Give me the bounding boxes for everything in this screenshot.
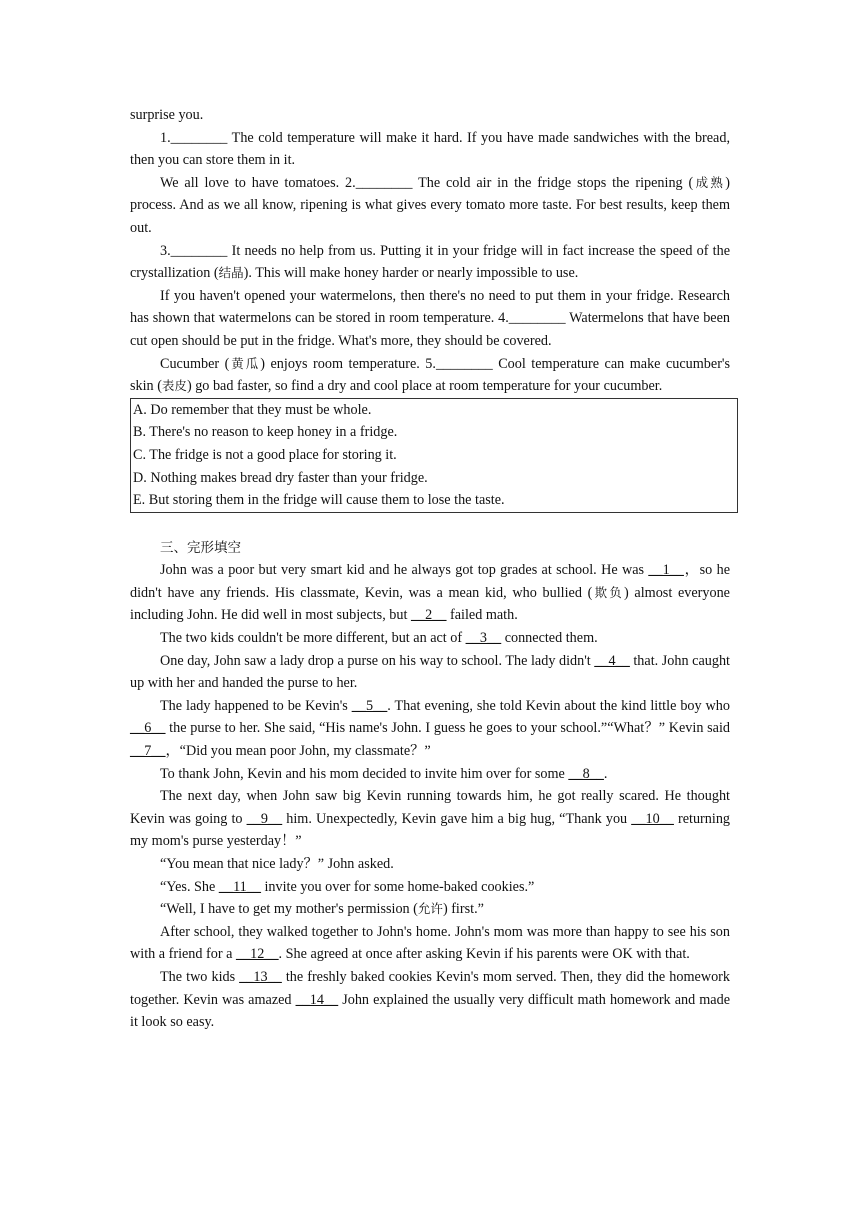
option-b: B. There's no reason to keep honey in a fridge. [133,424,398,441]
text-run: ) enjoys room temperature. 5.________ Cool temperature can make cucumber's skin ( [130,355,730,395]
text-run: The lady happened to be Kevin's [160,697,352,714]
text-run: . That evening, she told Kevin about the kind little boy who [387,697,730,714]
text-run: “Yes. She [160,878,219,895]
document-page [130,104,730,1034]
text-run: John was a poor but very smart kid and he always got top grades at school. He was [160,562,649,579]
blank-6: __6__ [130,720,166,737]
text-run: ，“Did you mean poor John, my classmate？” [165,743,431,760]
cloze-paragraph-10 [130,921,730,966]
cloze-paragraph-2 [130,627,730,650]
text-run: failed math. [446,607,518,624]
text-run: After school, they walked together to John's home. John's mom was more than happy to see his son with a friend for a [130,923,730,963]
chinese-gloss: 黄瓜 [229,355,261,371]
text-run: The two kids [160,968,240,985]
text-run: The next day, when John saw big Kevin running towards him, he got really scared. He thought Kevin was going to [130,788,730,827]
blank-1: __1__ [648,562,684,579]
text-run: One day, John saw a lady drop a purse on his way to school. The lady didn't [160,652,595,669]
option-d: D. Nothing makes bread dry faster than your fridge. [133,469,428,486]
cloze-paragraph-8 [130,876,730,899]
text-run: ) almost everyone including John. He did well in most subjects, but [130,584,730,624]
option-e: E. But storing them in the fridge will cause them to lose the taste. [133,492,505,509]
text-run: . [603,765,608,782]
cloze-paragraph-3 [130,650,730,695]
cloze-paragraph-5 [130,763,730,786]
blank-5: __5__ [351,697,388,714]
text-run: the freshly baked cookies Kevin's mom served. Then, they did the homework together. Kevin was amazed [130,968,730,1008]
cloze-paragraph-6 [130,785,730,853]
chinese-gloss: 表皮 [161,378,187,394]
blank-13: __13__ [239,968,282,985]
chinese-gloss: 允许 [417,901,443,917]
blank-7: __7__ [130,743,166,760]
reading-paragraph-0: surprise you. [130,107,204,123]
text-run: connected them. [501,630,598,647]
text-run: John explained the usually very difficult math homework and made it look so easy. [130,991,730,1031]
cloze-paragraph-7: “You mean that nice lady？” John asked. [160,856,394,872]
text-run: 3.________ It needs no help from us. Putting it in your fridge will in fact increase the speed of the crystallization ( [130,242,730,282]
cloze-paragraph-1 [130,559,730,627]
blank-14: __14__ [295,991,339,1008]
blank-4: __4__ [594,652,630,669]
text-run: ). This will make honey harder or nearly impossible to use. [243,265,579,282]
text-run: “Well, I have to get my mother's permission ( [160,901,418,918]
text-run: ，so he didn't have any friends. His classmate, Kevin, was a mean kid, who bullied ( [130,562,730,601]
section-title: 三、完形填空 [160,539,241,556]
text-run: To thank John, Kevin and his mom decided to invite him over for some [160,765,569,782]
blank-12: __12__ [235,946,279,963]
reading-paragraph-4: If you haven't opened your watermelons, then there's no need to put them in your fridge. Research has shown that watermelons can be stored in room temperature. 4.________ Watermelons that have been cut open should be put in the fridge. What's more, they should be covered. [130,287,730,349]
text-run: We all love to have tomatoes. 2.________ The cold air in the fridge stops the ripening ( [160,174,694,191]
cloze-paragraph-11 [130,966,730,1034]
chinese-gloss: 欺负 [592,584,624,600]
text-run: . She agreed at once after asking Kevin if his parents were OK with that. [278,946,690,963]
text-run: returning my mom's purse yesterday！” [130,810,731,850]
chinese-gloss: 结晶 [218,265,244,281]
blank-9: __9__ [246,810,283,827]
text-run: ) go bad faster, so find a dry and cool place at room temperature for your cucumber. [186,378,663,395]
text-run: him. Unexpectedly, Kevin gave him a big hug, “Thank you [282,810,632,827]
text-run: that. John caught up with her and handed the purse to her. [130,652,730,692]
blank-3: __3__ [465,630,502,647]
text-run: ) process. And as we all know, ripening is what gives every tomato more taste. For best results, keep them out. [130,174,730,236]
text-run: invite you over for some home-baked cookies.” [260,878,535,895]
blank-2: __2__ [410,607,447,624]
chinese-gloss: 成熟 [693,174,726,190]
blank-8: __8__ [568,765,604,782]
option-a: A. Do remember that they must be whole. [133,401,372,418]
options-box [130,398,738,513]
cloze-paragraph-4 [130,695,730,763]
text-run: Cucumber ( [160,355,230,372]
text-run: ) first.” [442,901,484,918]
reading-paragraph-2 [130,172,730,240]
reading-paragraph-3 [130,240,730,285]
reading-paragraph-1: 1.________ The cold temperature will make it hard. If you have made sandwiches with the bread, then you can store them in it. [130,129,730,169]
text-run: The two kids couldn't be more different, but an act of [160,630,466,647]
blank-10: __10__ [631,810,674,827]
reading-paragraph-5 [130,353,730,398]
text-run: the purse to her. She said, “His name's John. I guess he goes to your school.”“What？” Kevin said [165,720,730,737]
blank-11: __11__ [218,878,261,895]
option-c: C. The fridge is not a good place for storing it. [133,446,397,463]
cloze-paragraph-9 [130,898,730,921]
